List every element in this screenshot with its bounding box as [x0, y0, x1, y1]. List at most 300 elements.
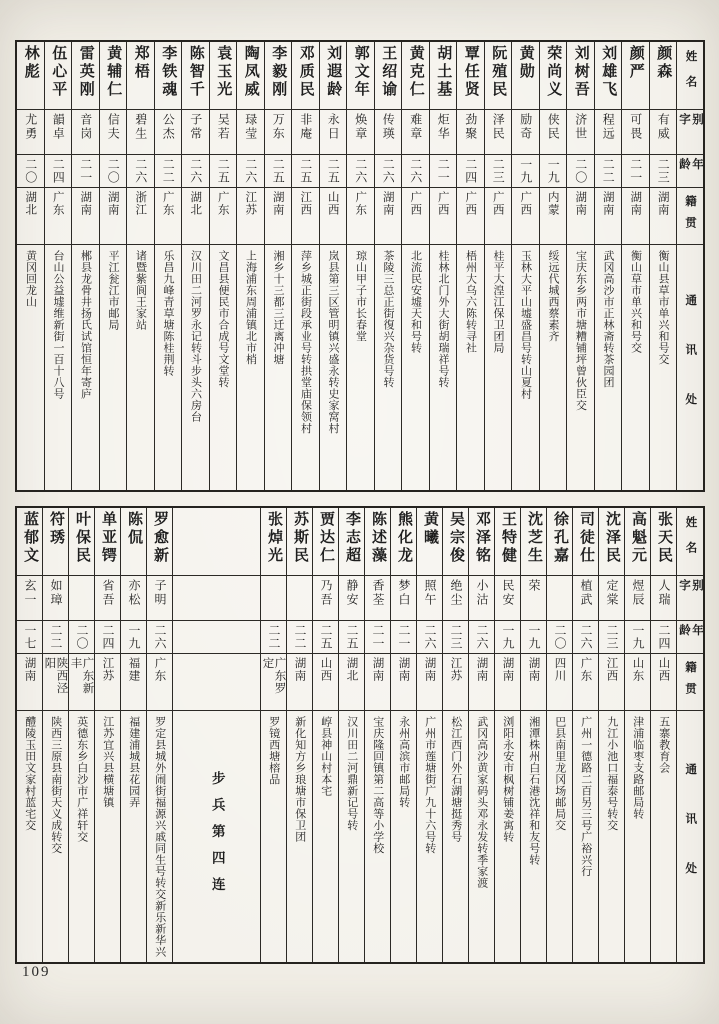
person-name-text: 陈侃 — [126, 511, 142, 547]
person-name — [147, 508, 172, 576]
person-column — [42, 508, 68, 962]
header-addr-text: 通讯处 — [684, 294, 697, 443]
person-address-text: 萍乡城正街段承业号转拱堂庙保领村 — [299, 250, 312, 434]
person-address-text: 衡山县草市单兴和号交 — [657, 250, 669, 365]
person-address — [595, 245, 622, 490]
person-address-text: 湘潭株州白石港沈祥和友号转 — [527, 716, 540, 866]
unit-empty-cell — [173, 576, 260, 621]
person-age-text: 一九 — [518, 158, 533, 184]
person-address-text: 宝庆东乡两市塘糟铺坪曾伙臣交 — [574, 250, 587, 411]
person-address — [650, 245, 677, 490]
person-address — [43, 711, 68, 962]
person-name-text: 颜森 — [655, 45, 672, 81]
person-name — [540, 42, 567, 110]
person-age-text: 二二 — [267, 624, 281, 650]
person-name-text: 单亚锷 — [100, 511, 116, 565]
person-native-place — [365, 654, 390, 711]
person-native-place-text: 山东 — [631, 657, 644, 682]
person-name — [127, 42, 154, 110]
person-native-place — [375, 188, 402, 245]
person-courtesy-name-text: 劲聚 — [463, 113, 478, 141]
person-address — [521, 711, 546, 962]
person-native-place-text: 湖北 — [189, 191, 202, 216]
person-age-text: 二一 — [397, 624, 411, 650]
person-age-text: 二三 — [656, 158, 671, 184]
person-native-place — [339, 654, 364, 711]
person-address — [495, 711, 520, 962]
person-address — [339, 711, 364, 962]
person-courtesy-name-text: 吴若 — [216, 113, 231, 141]
person-address — [237, 245, 264, 490]
person-age-text: 二六 — [423, 624, 437, 650]
person-address — [95, 711, 120, 962]
person-name — [313, 508, 338, 576]
person-courtesy-name — [127, 110, 154, 155]
person-age-text: 二一 — [436, 158, 451, 184]
person-address — [469, 711, 494, 962]
person-courtesy-name — [375, 110, 402, 155]
roster-table-top — [15, 40, 705, 492]
person-courtesy-name-text: 有威 — [656, 113, 671, 141]
person-column — [390, 508, 416, 962]
person-courtesy-name — [650, 110, 677, 155]
person-address-text: 郴县龙骨井扬氏试馆恒年寄庐 — [79, 250, 92, 400]
person-address-text: 崞县神山村本宅 — [319, 716, 332, 797]
person-courtesy-name — [237, 110, 264, 155]
person-age — [495, 621, 520, 654]
person-name — [17, 508, 42, 576]
person-courtesy-name-text: 梦白 — [397, 579, 411, 607]
person-age — [155, 155, 182, 188]
person-native-place-text: 广东 — [216, 191, 229, 216]
person-native-place — [17, 188, 44, 245]
person-address-text: 梧州大乌六陈转寻社 — [464, 250, 477, 354]
person-address-text: 五寨教育会 — [657, 716, 670, 774]
person-native-place — [443, 654, 468, 711]
person-address — [573, 711, 598, 962]
person-address — [651, 711, 676, 962]
person-name — [547, 508, 572, 576]
header-addr — [677, 245, 703, 490]
person-address-text: 英德东乡白沙市广祥轩交 — [75, 716, 88, 843]
person-native-place-text: 湖南 — [293, 657, 306, 682]
person-name — [402, 42, 429, 110]
person-column — [291, 42, 319, 490]
person-name-text: 覃任贤 — [462, 45, 479, 99]
person-name — [287, 508, 312, 576]
person-native-place — [265, 188, 292, 245]
person-courtesy-name-text: 小沽 — [475, 579, 489, 607]
person-name-text: 蓝郁文 — [22, 511, 38, 565]
person-address — [261, 711, 286, 962]
person-courtesy-name-text: 尤勇 — [23, 113, 38, 141]
person-age — [595, 155, 622, 188]
person-age-text: 二六 — [353, 158, 368, 184]
person-name-text: 熊化龙 — [396, 511, 412, 565]
person-native-place — [650, 188, 677, 245]
person-courtesy-name — [292, 110, 319, 155]
person-name-text: 吴宗俊 — [448, 511, 464, 565]
person-address-text: 巴县南里龙冈场邮局交 — [553, 716, 566, 831]
person-age — [547, 621, 572, 654]
person-native-place-text: 湖南 — [106, 191, 119, 216]
person-name-text: 黄曦 — [422, 511, 438, 547]
person-column — [364, 508, 390, 962]
person-address-text: 衡山草市单兴和号交 — [629, 250, 642, 354]
person-age — [182, 155, 209, 188]
person-courtesy-name — [43, 576, 68, 621]
unit-empty-cell — [173, 654, 260, 711]
person-native-place — [347, 188, 374, 245]
person-address-text: 汉川田二河鼎新记号转 — [345, 716, 358, 831]
person-name-text: 陈述藻 — [370, 511, 386, 565]
person-age-text: 一九 — [546, 158, 561, 184]
person-age — [457, 155, 484, 188]
person-name — [339, 508, 364, 576]
person-column — [209, 42, 237, 490]
person-courtesy-name — [540, 110, 567, 155]
person-native-place-text: 湖南 — [629, 191, 642, 216]
person-native-place-text: 湖南 — [371, 657, 384, 682]
person-age — [347, 155, 374, 188]
person-native-place — [567, 188, 594, 245]
person-native-place — [540, 188, 567, 245]
header-age-text: 年龄 — [678, 624, 703, 638]
person-name-text: 刘树吾 — [572, 45, 589, 99]
person-courtesy-name-text: 程远 — [601, 113, 616, 141]
person-name — [625, 508, 650, 576]
person-name-text: 符琇 — [48, 511, 64, 547]
person-native-place-text: 湖南 — [23, 657, 36, 682]
person-courtesy-name-text: 碧生 — [133, 113, 148, 141]
person-address-text: 琼山甲子市长春堂 — [354, 250, 367, 342]
roster-table-bottom — [15, 506, 705, 964]
person-native-place — [495, 654, 520, 711]
person-age — [469, 621, 494, 654]
person-native-place-text: 陕西泾阳 — [43, 657, 68, 695]
header-age — [677, 621, 703, 654]
person-column — [120, 508, 146, 962]
person-courtesy-name — [261, 576, 286, 621]
person-column — [260, 508, 286, 962]
person-column — [621, 42, 649, 490]
person-column — [566, 42, 594, 490]
person-address-text: 罗定县城外闹街福源兴戚同生号转交新乐新华兴 — [153, 716, 166, 958]
person-name-text: 胡土基 — [435, 45, 452, 99]
person-address — [292, 245, 319, 490]
person-address — [402, 245, 429, 490]
person-native-place — [430, 188, 457, 245]
person-courtesy-name — [391, 576, 416, 621]
person-column — [68, 508, 94, 962]
person-native-place-text: 广西 — [464, 191, 477, 216]
person-native-place-text: 广东 — [579, 657, 592, 682]
person-address-text: 福建浦城县花园弄 — [127, 716, 140, 808]
person-native-place-text: 湖南 — [381, 191, 394, 216]
person-age-text: 二五 — [326, 158, 341, 184]
header-prov-text: 籍贯 — [684, 660, 696, 704]
person-age-text: 二二 — [293, 624, 307, 650]
person-age — [430, 155, 457, 188]
person-age-text: 一九 — [501, 624, 515, 650]
person-age-text: 一九 — [527, 624, 541, 650]
person-age — [521, 621, 546, 654]
person-column — [401, 42, 429, 490]
person-column — [312, 508, 338, 962]
person-age-text: 二一 — [628, 158, 643, 184]
person-address-text: 罗镜西塘榕品 — [267, 716, 280, 785]
person-age-text: 一九 — [631, 624, 645, 650]
person-address — [347, 245, 374, 490]
person-native-place-text: 广东 — [354, 191, 367, 216]
person-native-place — [512, 188, 539, 245]
person-native-place — [651, 654, 676, 711]
person-column — [572, 508, 598, 962]
person-age-text: 二五 — [345, 624, 359, 650]
person-name-text: 黄辅仁 — [105, 45, 122, 99]
person-age-text: 二六 — [133, 158, 148, 184]
person-age — [651, 621, 676, 654]
person-name-text: 沈泽民 — [604, 511, 620, 565]
person-address — [547, 711, 572, 962]
person-courtesy-name — [457, 110, 484, 155]
person-address-text: 广州市莲塘街广九十六号转 — [423, 716, 436, 854]
person-address — [375, 245, 402, 490]
person-native-place — [595, 188, 622, 245]
header-zi-text: 别字 — [678, 113, 703, 133]
person-age-text: 二六 — [188, 158, 203, 184]
unit-label — [173, 711, 260, 962]
person-column — [346, 42, 374, 490]
person-address — [313, 711, 338, 962]
person-address-text: 茶陵三总正街復兴杂货号转 — [382, 250, 394, 388]
person-address — [365, 711, 390, 962]
person-address-text: 北流民安墟天和号转 — [409, 250, 422, 354]
person-age — [127, 155, 154, 188]
person-age — [567, 155, 594, 188]
unit-empty-cell — [173, 621, 260, 654]
person-column — [429, 42, 457, 490]
person-name — [155, 42, 182, 110]
unit-label-text: 步兵第四连 — [209, 771, 225, 904]
person-address-text: 文昌县便民市合成号文堂转 — [217, 250, 229, 388]
person-age — [17, 155, 44, 188]
person-name-text: 阮殖民 — [490, 45, 507, 99]
person-age — [43, 621, 68, 654]
person-courtesy-name-text: 琭莹 — [243, 113, 258, 141]
person-native-place — [313, 654, 338, 711]
person-age — [365, 621, 390, 654]
person-native-place — [417, 654, 442, 711]
person-courtesy-name — [95, 576, 120, 621]
person-address-text: 宝庆隆回镇第二高等小学校 — [371, 716, 384, 854]
person-courtesy-name-text: 可畏 — [628, 113, 643, 141]
person-courtesy-name — [265, 110, 292, 155]
person-native-place — [95, 654, 120, 711]
person-address-text: 九江小池口福泰号转交 — [605, 716, 618, 831]
person-native-place — [237, 188, 264, 245]
person-column — [181, 42, 209, 490]
person-column — [146, 508, 172, 962]
person-courtesy-name-text: 绝尘 — [449, 579, 463, 607]
person-age-text: 二二 — [601, 158, 616, 184]
person-age — [622, 155, 649, 188]
person-name-text: 李铁魂 — [160, 45, 177, 99]
person-column — [594, 42, 622, 490]
header-name — [677, 508, 703, 576]
header-zi — [677, 576, 703, 621]
person-column — [17, 42, 44, 490]
person-name-text: 邓质民 — [297, 45, 314, 99]
page-content — [15, 40, 705, 964]
person-courtesy-name-text: 炬华 — [436, 113, 451, 141]
person-name — [457, 42, 484, 110]
person-native-place-text: 山西 — [319, 657, 332, 682]
person-courtesy-name-text: 照午 — [423, 579, 437, 607]
person-age — [485, 155, 512, 188]
person-address — [127, 245, 154, 490]
person-courtesy-name — [365, 576, 390, 621]
person-native-place-text: 山西 — [326, 191, 339, 216]
person-age-text: 二二 — [161, 158, 176, 184]
person-age-text: 二六 — [579, 624, 593, 650]
person-native-place — [182, 188, 209, 245]
person-courtesy-name — [155, 110, 182, 155]
person-name-text: 刘遐龄 — [325, 45, 342, 99]
header-zi-text: 别字 — [678, 579, 703, 599]
person-courtesy-name — [339, 576, 364, 621]
header-name — [677, 42, 703, 110]
person-native-place — [121, 654, 146, 711]
person-age-text: 二一 — [371, 624, 385, 650]
person-courtesy-name — [521, 576, 546, 621]
person-courtesy-name-text: 非庵 — [298, 113, 313, 141]
person-native-place — [100, 188, 127, 245]
person-address-text: 诸暨紫阆王家站 — [134, 250, 147, 331]
person-address — [72, 245, 99, 490]
person-native-place — [292, 188, 319, 245]
unit-column — [172, 508, 260, 962]
person-age — [210, 155, 237, 188]
person-column — [511, 42, 539, 490]
person-address-text: 黄冈回龙山 — [24, 250, 37, 308]
person-courtesy-name — [651, 576, 676, 621]
person-courtesy-name-text: 省吾 — [101, 579, 115, 607]
person-column — [94, 508, 120, 962]
person-column — [494, 508, 520, 962]
person-name-text: 王绍谕 — [380, 45, 397, 99]
person-address — [265, 245, 292, 490]
person-name — [17, 42, 44, 110]
person-courtesy-name — [495, 576, 520, 621]
person-courtesy-name — [622, 110, 649, 155]
person-age-text: 二四 — [657, 624, 671, 650]
person-address — [625, 711, 650, 962]
person-name-text: 罗愈新 — [152, 511, 168, 565]
person-native-place-text: 广东 — [51, 191, 64, 216]
person-courtesy-name — [121, 576, 146, 621]
person-name — [622, 42, 649, 110]
person-native-place — [469, 654, 494, 711]
person-age-text: 二五 — [319, 624, 333, 650]
person-address-text: 浏阳永安市枫树铺姜寓转 — [501, 716, 514, 843]
person-native-place-text: 广西 — [409, 191, 422, 216]
person-age-text: 二四 — [51, 158, 66, 184]
header-prov — [677, 188, 703, 245]
person-courtesy-name — [443, 576, 468, 621]
person-name-text: 颜严 — [627, 45, 644, 81]
person-column — [468, 508, 494, 962]
person-native-place-text: 江苏 — [244, 191, 257, 216]
person-courtesy-name-text: 煜辰 — [631, 579, 645, 607]
person-courtesy-name — [17, 576, 42, 621]
person-age-text: 二〇 — [573, 158, 588, 184]
person-name-text: 伍心平 — [50, 45, 67, 99]
person-column — [442, 508, 468, 962]
person-native-place — [45, 188, 72, 245]
person-address-text: 永州高滨市邮局转 — [397, 716, 410, 808]
person-name-text: 贾达仁 — [318, 511, 334, 565]
person-address-text: 乐昌九峰青草塘陈桂荆转 — [162, 250, 174, 377]
person-age — [599, 621, 624, 654]
person-courtesy-name — [485, 110, 512, 155]
person-age — [375, 155, 402, 188]
person-courtesy-name-text: 荣 — [527, 579, 541, 593]
person-native-place-text: 湖南 — [601, 191, 614, 216]
person-name-text: 李毅刚 — [270, 45, 287, 99]
person-courtesy-name-text: 万东 — [271, 113, 286, 141]
person-name — [375, 42, 402, 110]
person-courtesy-name-text: 植武 — [579, 579, 593, 607]
person-native-place-text: 湖南 — [79, 191, 92, 216]
person-courtesy-name — [347, 110, 374, 155]
person-age-text: 二五 — [298, 158, 313, 184]
person-address-text: 武冈高沙黄家码头邓永发转季家渡 — [475, 716, 488, 889]
person-age — [261, 621, 286, 654]
person-native-place — [391, 654, 416, 711]
person-courtesy-name — [45, 110, 72, 155]
person-native-place-text: 广东 — [161, 191, 174, 216]
person-courtesy-name — [100, 110, 127, 155]
person-age-text: 二六 — [243, 158, 258, 184]
person-age — [287, 621, 312, 654]
person-native-place — [127, 188, 154, 245]
person-age — [147, 621, 172, 654]
person-address — [512, 245, 539, 490]
person-address-text: 广州一德路二百另三号广裕兴行 — [579, 716, 592, 877]
person-name — [599, 508, 624, 576]
person-name-text: 刘雄飞 — [600, 45, 617, 99]
person-native-place — [573, 654, 598, 711]
person-address-text: 桂林北门外大街胡瑞祥号转 — [437, 250, 449, 388]
person-courtesy-name — [567, 110, 594, 155]
person-native-place-text: 江西 — [605, 657, 618, 682]
person-age — [17, 621, 42, 654]
person-courtesy-name-text: 公杰 — [161, 113, 176, 141]
person-courtesy-name-text: 香荃 — [371, 579, 385, 607]
person-native-place — [599, 654, 624, 711]
person-courtesy-name — [69, 576, 94, 621]
header-prov-text: 籍贯 — [684, 194, 696, 238]
header-addr-text: 通讯处 — [684, 763, 697, 912]
person-column — [44, 42, 72, 490]
person-address — [417, 711, 442, 962]
person-address-text: 汉川田二河罗永记转斗步头六房台 — [189, 250, 202, 423]
person-address-text: 湘乡十三都三迁离冲塘 — [272, 250, 284, 365]
person-name — [651, 508, 676, 576]
person-name — [100, 42, 127, 110]
person-native-place-text: 江西 — [299, 191, 312, 216]
